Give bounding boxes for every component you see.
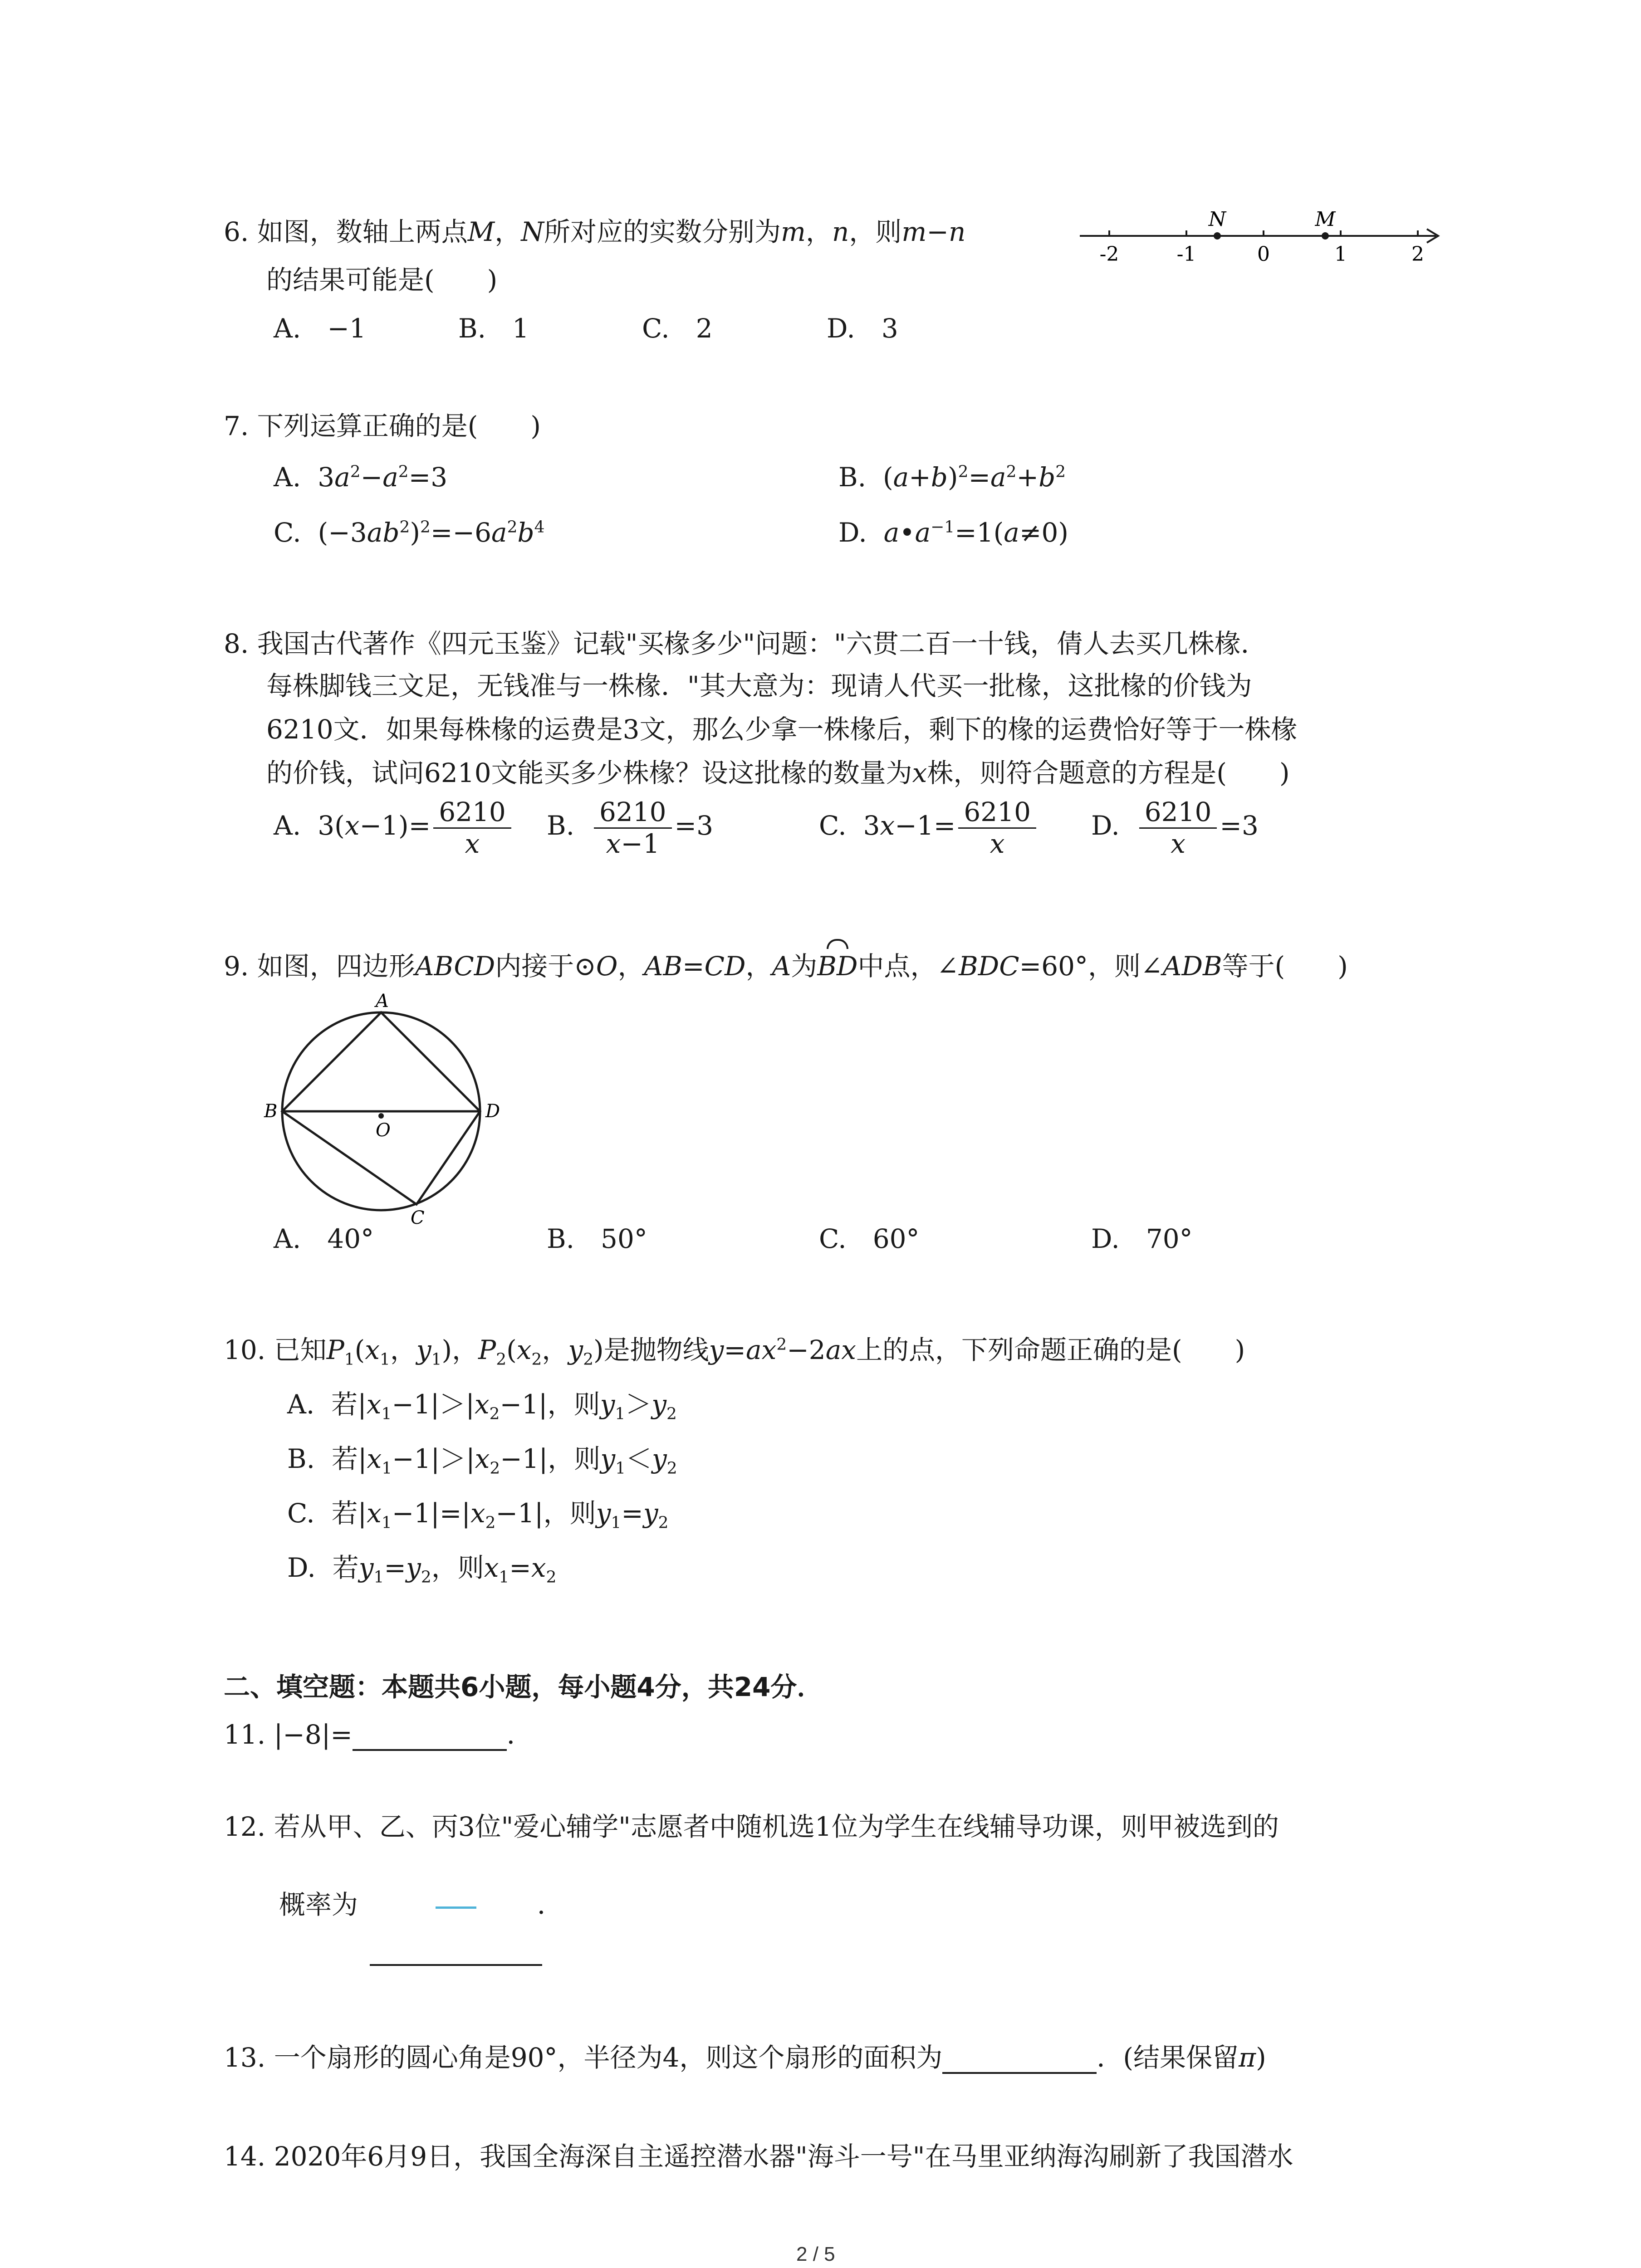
q14-line1: 14. 2020年6月9日，我国全海深自主遥控潜水器"海斗一号"在马里亚纳海沟刷新了我国潜水 [224,2141,1293,2172]
q11: 11. |−8|= ． [224,1719,533,1750]
q10-option-b: B. 若$|x_1-1|>|x_2-1|$，则$y_1<y_2$ [287,1443,677,1478]
q12-answer-blank[interactable] [370,1964,542,1966]
q9-option-c: C. 60° [819,1223,920,1254]
q7-option-c: C. $(-3ab^2)^2=-6a^2b^4$ [274,517,545,548]
q12-line1: 12. 若从甲、乙、丙3位"爱心辅学"志愿者中随机选1位为学生在线辅导功课，则甲被选到的 [224,1811,1279,1842]
point-m [1322,232,1329,240]
label-d: D [485,1101,500,1122]
q6-line2: 的结果可能是( ) [266,264,498,295]
q8-line4: 的价钱，试问6210文能买多少株椽？设这批椽的数量为x株，则符合题意的方程是( ) [266,758,1290,788]
number-line-tick-label: -2 [1099,243,1119,266]
q9-stem: 9. 如图，四边形ABCD内接于⊙O，AB=CD，A为BD中点，∠BDC=60°，则∠ADB等于( ) [224,951,1348,982]
q9-option-a: A. 40° [274,1223,374,1254]
q8-line2: 每株脚钱三文足，无钱准与一株椽．"其大意为：现请人代买一批椽，这批椽的价钱为 [266,670,1252,701]
q8-option-d: D. $\frac{6210}{x}$ =3 [1091,797,1259,859]
q10-stem: 10. 已知$P_1(x_1$，$y_1$)，$P_2(x_2$，$y_2$)是抛物线$y=ax^2-2ax$上的点，下列命题正确的是( ) [224,1334,1245,1369]
number-line-tick-label: 0 [1257,243,1270,266]
q6-option-b: B. 1 [458,313,529,344]
number-line-tick-label: -1 [1176,243,1196,266]
center-o-dot [378,1113,384,1119]
number-line-figure [1075,204,1452,277]
label-c: C [411,1207,425,1228]
q12-blue-dash [436,1906,476,1909]
q13: 13. 一个扇形的圆心角是90°，半径为4，则这个扇形的面积为 ．(结果保留π) [224,2042,1266,2073]
number-line-tick-label: 2 [1411,243,1424,266]
point-n [1214,232,1221,240]
point-n-label: N [1208,208,1226,231]
q9-option-d: D. 70° [1091,1223,1193,1254]
q7-option-b: B. $(a+b)^2=a^2+b^2$ [838,462,1066,493]
q6-line1: 6. 如图，数轴上两点M，N所对应的实数分别为m，n，则m−n [224,216,966,247]
q6-option-d: D. 3 [827,313,898,344]
q7-option-d: D. $a•a^{-1}=1(a\ne 0)$ [838,517,1069,548]
q13-answer-blank[interactable] [942,2072,1097,2074]
q8-option-b: B. $\frac{6210}{x-1}$ =3 [547,797,714,859]
label-a: A [376,991,389,1012]
q9-option-b: B. 50° [547,1223,647,1254]
label-o: O [376,1120,391,1141]
q10-option-c: C. 若$|x_1-1|=|x_2-1|$，则$y_1=y_2$ [287,1498,669,1532]
arc-bd: BD [817,951,858,982]
q12-line2: 概率为 ． [279,1889,564,1920]
page-number: 2 / 5 [796,2243,835,2265]
q8-line1: 8. 我国古代著作《四元玉鉴》记载"买椽多少"问题："六贯二百一十钱，倩人去买几株椽． [224,628,1267,659]
q6-option-c: C. 2 [642,313,713,344]
point-m-label: M [1315,208,1336,231]
q6-number: 6. [224,216,249,247]
number-line-tick-label: 1 [1334,243,1347,266]
q10-option-a: A. 若$|x_1-1|>|x_2-1|$，则$y_1>y_2$ [287,1389,677,1423]
q6-option-a: A. −1 [274,313,366,344]
section-2-heading: 二、填空题：本题共6小题，每小题4分，共24分． [224,1672,823,1702]
circle-quadrilateral-figure [254,984,508,1229]
label-b: B [264,1101,278,1122]
q8-option-c: C. 3x−1= $\frac{6210}{x}$ [819,797,1039,859]
q7-stem: 7. 下列运算正确的是( ) [224,411,541,441]
q7-option-a: A. $3a^2-a^2=3$ [274,462,448,493]
q8-line3: 6210文．如果每株椽的运费是3文，那么少拿一株椽后，剩下的椽的运费恰好等于一株椽 [266,714,1298,745]
q11-answer-blank[interactable] [353,1749,507,1751]
q10-option-d: D. 若$y_1=y_2$，则$x_1=x_2$ [287,1552,557,1587]
q8-option-a: A. 3(x−1)= $\frac{6210}{x}$ [274,797,514,859]
